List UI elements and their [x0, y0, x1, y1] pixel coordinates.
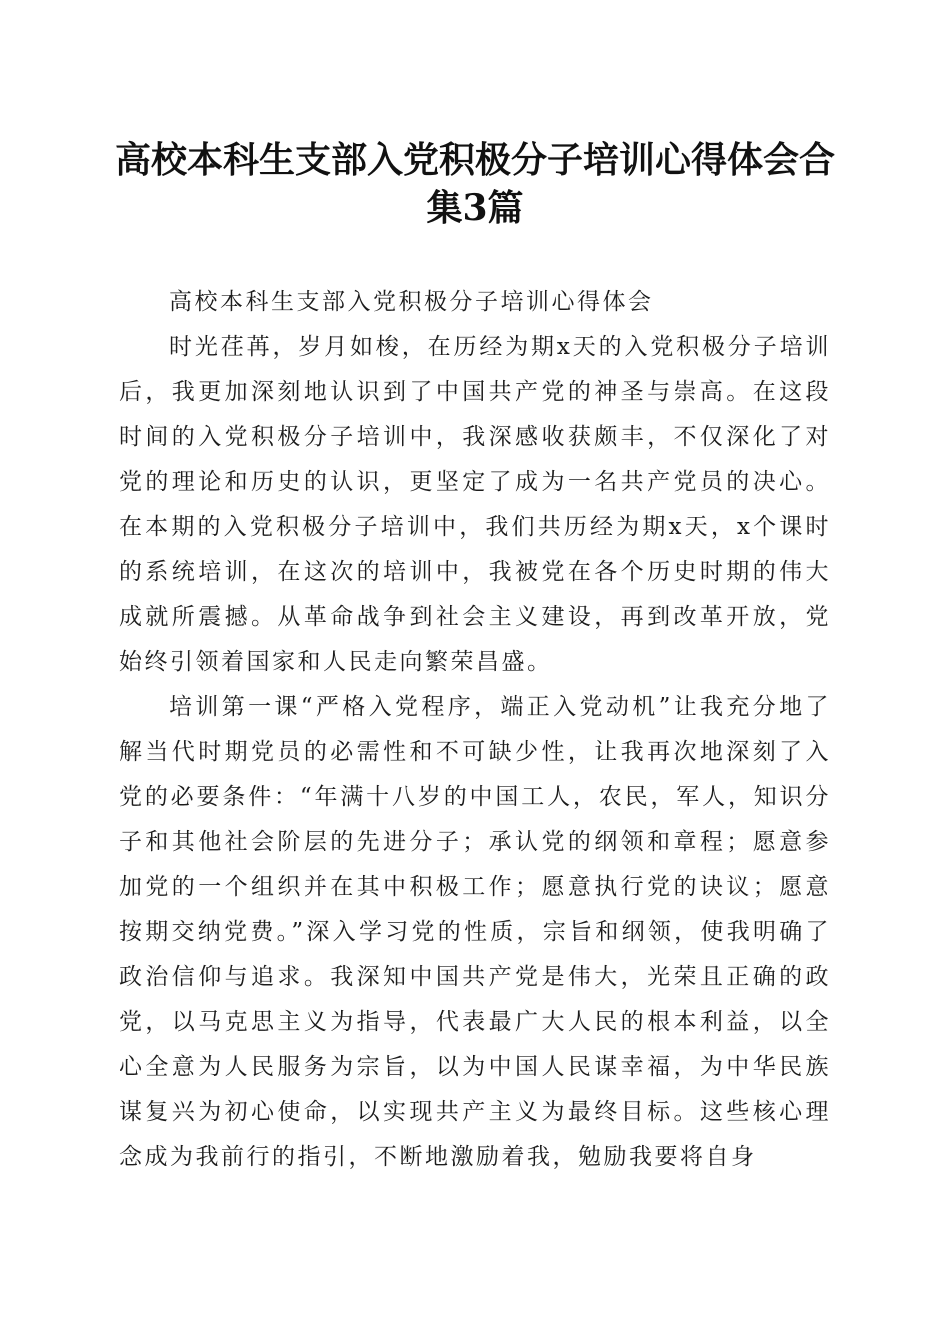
document-title — [100, 136, 850, 232]
document-title-line-2: 集3篇 — [426, 187, 524, 229]
section-subtitle: 高校本科生支部入党积极分子培训心得体会 — [169, 289, 654, 315]
body-paragraph-1: 时光荏苒，岁月如梭，在历经为期x天的入党积极分子培训后，我更加深刻地认识到了中国共产党的神圣与崇高。在这段时间的入党积极分子培训中，我深感收获颇丰，不仅深化了对党的理论和历史的认识，更坚定了成为一名共产党员的决心。在本期的入党积极分子培训中，我们共历经为期x天，x个课时的系统培训，在这次的培训中，我被党在各个历史时期的伟大成就所震撼。从革命战争到社会主义建设，再到改革开放，党始终引领着国家和人民走向繁荣昌盛。 — [119, 334, 831, 675]
document-body — [119, 280, 831, 1180]
body-paragraph-2: 培训第一课“严格入党程序，端正入党动机”让我充分地了解当代时期党员的必需性和不可缺少性，让我再次地深刻了入党的必要条件：“年满十八岁的中国工人，农民，军人，知识分子和其他社会阶层的先进分子；承认党的纲领和章程；愿意参加党的一个组织并在其中积极工作；愿意执行党的诀议；愿意按期交纳党费。”深入学习党的性质，宗旨和纲领，使我明确了政治信仰与追求。我深知中国共产党是伟大，光荣且正确的政党，以马克思主义为指导，代表最广大人民的根本利益，以全心全意为人民服务为宗旨，以为中国人民谋幸福，为中华民族谋复兴为初心使命，以实现共产主义为最终目标。这些核心理念成为我前行的指引，不断地激励着我，勉励我要将自身 — [119, 694, 831, 1170]
document-title-line-1: 高校本科生支部入党积极分子培训心得体会合 — [114, 139, 835, 181]
